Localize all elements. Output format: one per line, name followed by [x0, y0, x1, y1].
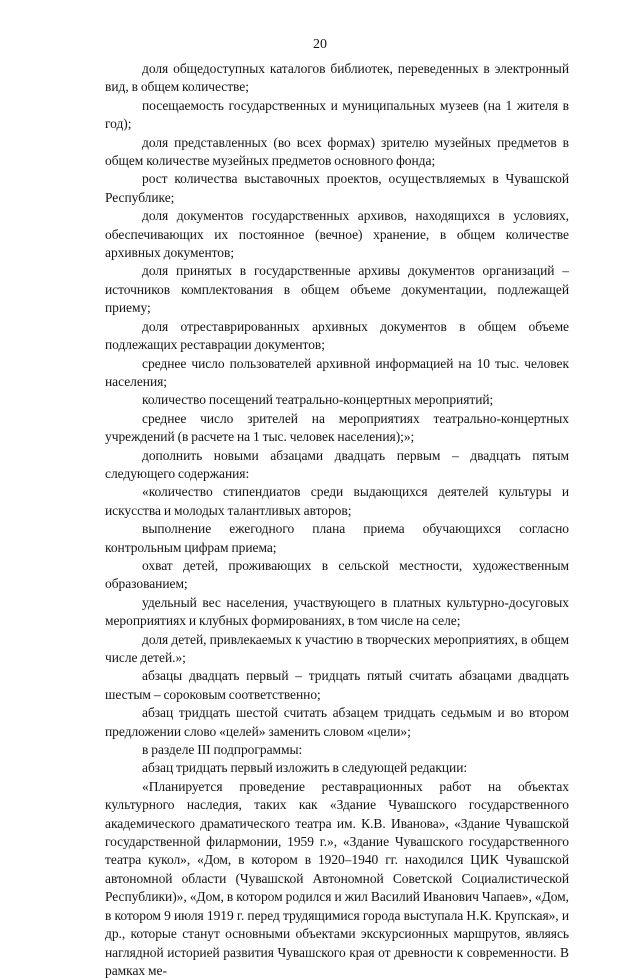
- paragraph: абзац тридцать первый изложить в следующей редакции:: [142, 760, 468, 776]
- paragraph: доля детей, привлекаемых к участию в творческих мероприятиях, в общем числе детей.»;: [105, 631, 569, 665]
- paragraph: дополнить новыми абзацами двадцать первым – двадцать пятым следующего содержания:: [105, 447, 569, 481]
- paragraph: охват детей, проживающих в сельской местности, художественным образованием;: [105, 557, 569, 592]
- paragraph: среднее число пользователей архивной информацией на 10 тыс. человек населения;: [105, 355, 569, 389]
- paragraph: в разделе III подпрограммы:: [142, 742, 303, 758]
- paragraph: доля документов государственных архивов, находящихся в условиях, обеспечивающих их постоянное (вечное) хранение, в общем количестве архивных документов;: [105, 208, 569, 261]
- paragraph: абзац тридцать шестой считать абзацем тридцать седьмым и во втором предложении слово «целей» заменить словом «цели»;: [105, 705, 569, 739]
- paragraph: рост количества выставочных проектов, осуществляемых в Чувашской Республике;: [105, 171, 569, 205]
- paragraph: доля общедоступных каталогов библиотек, переведенных в электронный вид, в общем количестве;: [105, 61, 569, 95]
- page-number: 20: [313, 37, 327, 52]
- paragraph: «Планируется проведение реставрационных работ на объектах культурного наследия, таких как «Здание Чувашского государственного академического драматического театра им. К.В. Иванова», «Здание Чувашской государственной филармонии, 1959 г.», «Здание Чувашского государственного театра кукол», «Дом, в котором в 1920–1940 гг. находился ЦИК Чувашской автономной области (Чувашской Автономной Советской Социалистической Республики)», «Дом, в котором родился и жил Василий Иванович Чапаев», «Дом, в котором 9 июля 1919 г. перед трудящимися города выступала Н.К. Крупская», и др., которые станут основными объектами экскурсионных маршрутов, являясь наглядной историей развития Чувашского края от древности к современности. В рамках ме-: [105, 778, 569, 978]
- body-text: [105, 60, 569, 980]
- paragraph: «количество стипендиатов среди выдающихся деятелей культуры и искусства и молодых талантливых авторов;: [105, 484, 569, 518]
- paragraph: среднее число зрителей на мероприятиях театрально-концертных учреждений (в расчете на 1 тыс. человек населения);»;: [105, 410, 569, 445]
- paragraph: количество посещений театрально-концертных мероприятий;: [142, 392, 494, 408]
- paragraph: удельный вес населения, участвующего в платных культурно-досуговых мероприятиях и клубных формированиях, в том числе на селе;: [105, 594, 569, 629]
- paragraph: доля отреставрированных архивных документов в общем объеме подлежащих реставрации документов;: [105, 318, 569, 353]
- paragraph: выполнение ежегодного плана приема обучающихся согласно контрольным цифрам приема;: [105, 521, 569, 555]
- paragraph: посещаемость государственных и муниципальных музеев (на 1 жителя в год);: [105, 97, 569, 132]
- paragraph: абзацы двадцать первый – тридцать пятый считать абзацами двадцать шестым – сороковым соответственно;: [105, 668, 569, 702]
- paragraph: доля представленных (во всех формах) зрителю музейных предметов в общем количестве музейных предметов основного фонда;: [105, 134, 569, 169]
- paragraph: доля принятых в государственные архивы документов организаций – источников комплектования в общем объеме документации, подлежащей приему;: [105, 263, 569, 316]
